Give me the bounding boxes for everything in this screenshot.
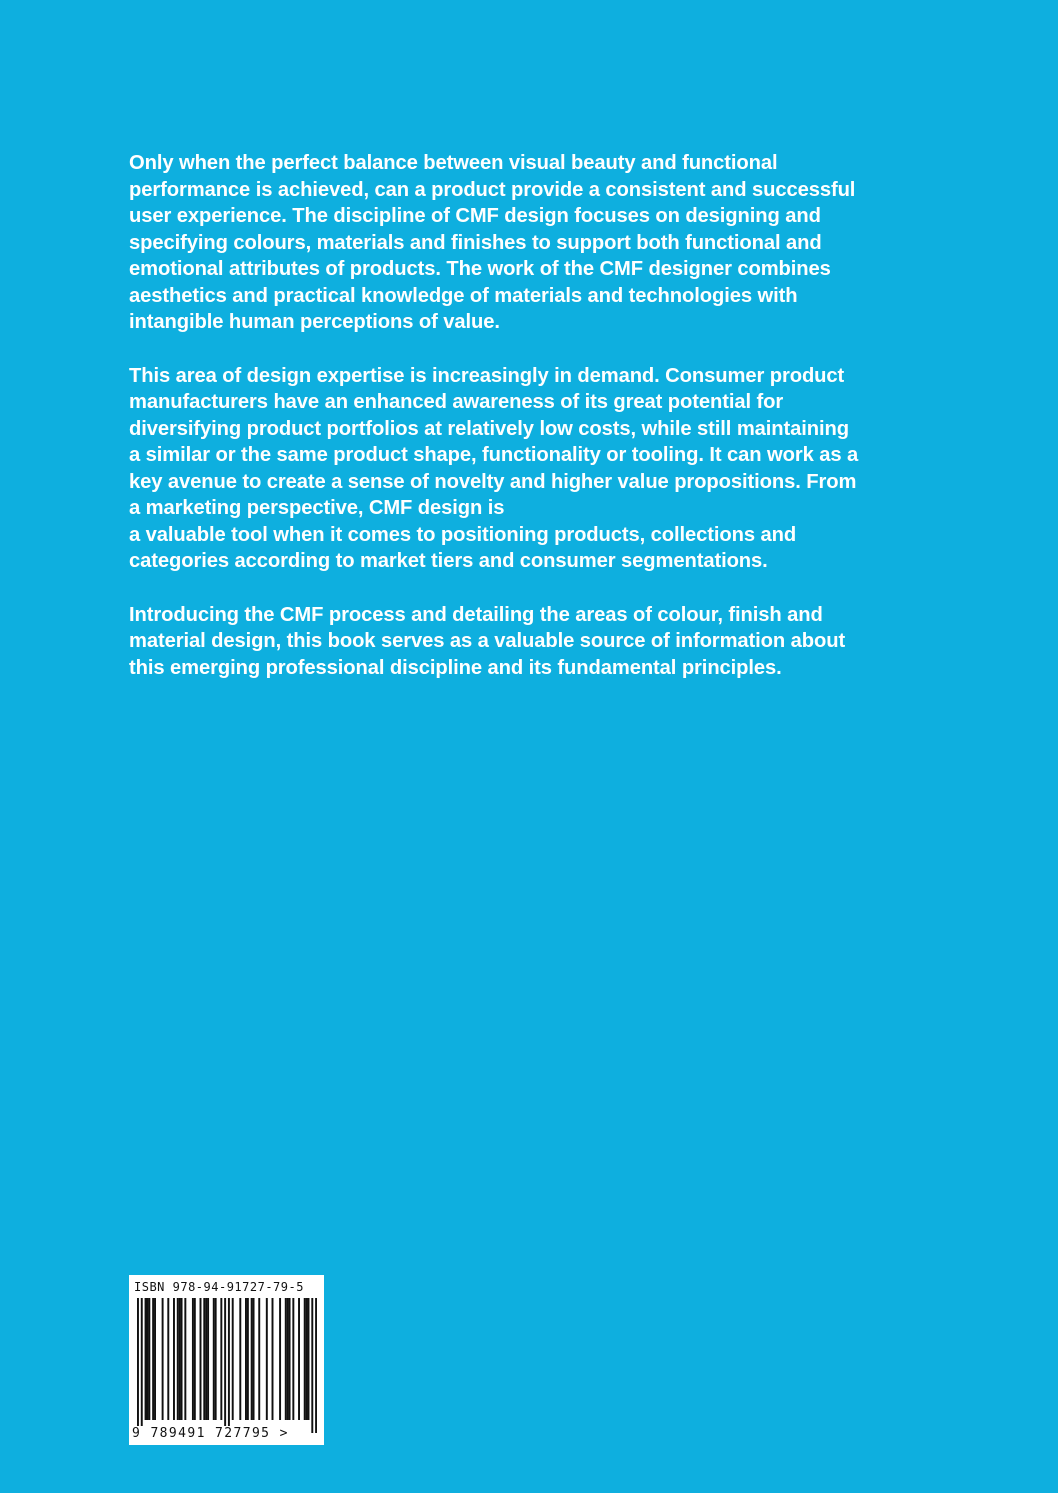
barcode-bar <box>228 1298 230 1433</box>
barcode-bar <box>306 1298 308 1420</box>
barcode-bar <box>298 1298 300 1420</box>
barcode-bar <box>308 1298 310 1420</box>
barcode-bar <box>315 1298 317 1433</box>
barcode-bar <box>245 1298 247 1420</box>
barcode-bar <box>266 1298 268 1420</box>
barcode-bar <box>203 1298 205 1420</box>
barcode-bar <box>177 1298 179 1420</box>
barcode-bar <box>179 1298 181 1420</box>
barcode-bar <box>141 1298 143 1433</box>
barcode-bar <box>137 1298 139 1433</box>
barcode-bar <box>292 1298 294 1420</box>
barcode-bar <box>253 1298 255 1420</box>
barcode-bar <box>215 1298 217 1420</box>
barcode-bar <box>311 1298 313 1433</box>
barcode-bar <box>200 1298 202 1420</box>
barcode-bar <box>258 1298 260 1420</box>
blurb-paragraph-1: Only when the perfect balance between visual beauty and functional performance is achieved, can a product provide a consistent and successful user experience. The discipline of CMF design focuses on designing and specifying colours, materials and finishes to support both functional and emotional attributes of products. The work of the CMF designer combines aesthetics and practical knowledge of materials and technologies with intangible human perceptions of value. <box>129 152 856 333</box>
barcode-bar <box>194 1298 196 1420</box>
barcode-bar <box>272 1298 274 1420</box>
barcode-bar <box>167 1298 169 1420</box>
back-cover-blurb <box>129 150 939 708</box>
barcode-bar <box>213 1298 215 1420</box>
barcode-bars <box>137 1298 317 1433</box>
blurb-paragraph-3: Introducing the CMF process and detailing the areas of colour, finish and material design, this book serves as a valuable source of information about this emerging professional discipline and its fundamental principles. <box>129 603 846 679</box>
barcode-bar <box>232 1298 234 1420</box>
barcode-bar <box>192 1298 194 1420</box>
barcode-bar <box>152 1298 154 1420</box>
barcode-bar <box>287 1298 289 1420</box>
barcode-bar <box>251 1298 253 1420</box>
barcode-bar <box>304 1298 306 1420</box>
barcode-bar <box>220 1298 222 1420</box>
barcode-bar <box>224 1298 226 1433</box>
barcode-bar <box>148 1298 150 1420</box>
barcode-bar <box>146 1298 148 1420</box>
barcode-bar <box>205 1298 207 1420</box>
barcode-bar <box>239 1298 241 1420</box>
barcode-bar <box>154 1298 156 1420</box>
barcode-bar <box>173 1298 175 1420</box>
barcode-bar <box>181 1298 183 1420</box>
barcode-bar <box>279 1298 281 1420</box>
barcode-bar <box>145 1298 147 1420</box>
isbn-barcode <box>129 1275 324 1445</box>
barcode-bar <box>289 1298 291 1420</box>
barcode-bar <box>207 1298 209 1420</box>
barcode-bar <box>285 1298 287 1420</box>
isbn-label: ISBN 978-94-91727-79-5 <box>134 1280 304 1294</box>
ean-digits: 9 789491 727795 > <box>132 1426 289 1441</box>
barcode-bar <box>184 1298 186 1420</box>
barcode-bar <box>162 1298 164 1420</box>
barcode-bar <box>247 1298 249 1420</box>
blurb-paragraph-2: This area of design expertise is increasingly in demand. Consumer product manufacturers have an enhanced awareness of its great potential for diversifying product portfolios at relatively low costs, while still maintaining a similar or the same product shape, functionality or tooling. It can work as a key avenue to create a sense of novelty and higher value propositions. From a marketing perspective, CMF design is a valuable tool when it comes to positioning products, collections and categories according to market tiers and consumer segmentations. <box>129 364 859 572</box>
